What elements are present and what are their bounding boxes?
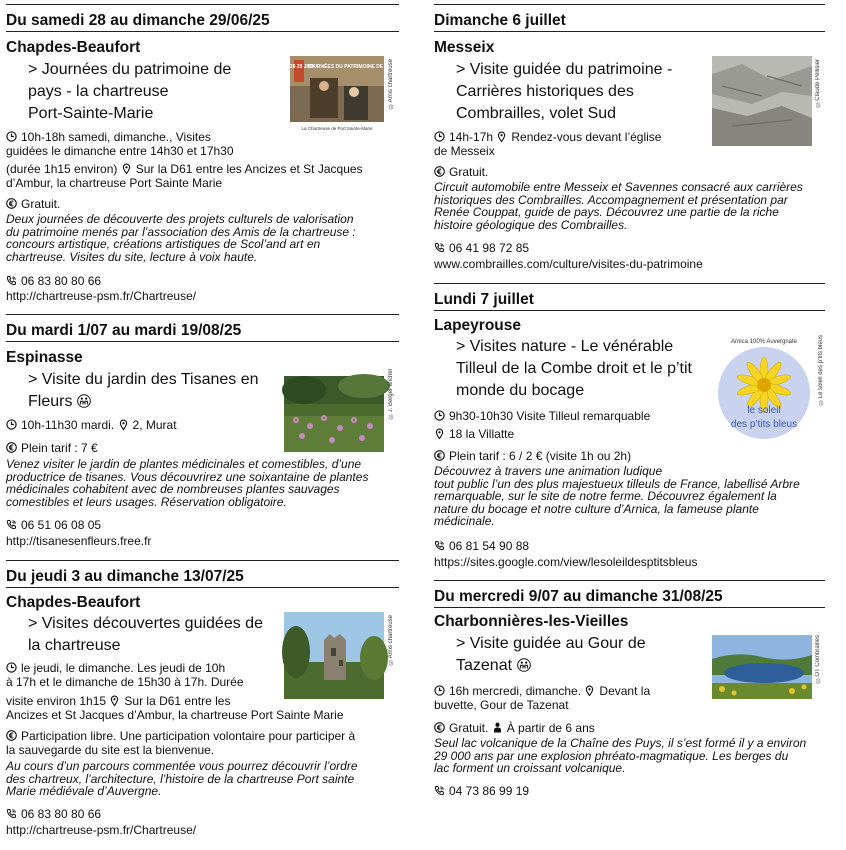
event-title[interactable]: > Visites découvertes guidées de la chartreuse — [28, 615, 263, 654]
photo-credit: ©Claude Pellisier — [815, 59, 821, 107]
price-line: Plein tarif : 6 / 2 € (visite 1h ou 2h) — [434, 449, 631, 463]
date-header: Du mercredi 9/07 au dimanche 31/08/25 — [434, 580, 825, 608]
event-title[interactable]: > Visite guidée du patrimoine - Carrières historiques des Combrailles, volet Sud — [456, 61, 673, 122]
family-icon — [77, 394, 91, 408]
clock-icon — [434, 685, 445, 696]
price-line: Plein tarif : 7 € — [6, 441, 98, 455]
event-card — [434, 580, 825, 810]
town-name: Chapdes-Beaufort — [6, 594, 141, 611]
event-title[interactable]: > Visite guidée au Gour de Tazenat — [456, 635, 646, 674]
photo-credit: ©Le soleil des p’tits bleus — [818, 335, 824, 405]
phone-icon — [434, 242, 445, 253]
euro-icon — [6, 198, 17, 209]
logo-top-text: Arnica 100% Auvergnate — [730, 339, 798, 345]
pin-icon — [109, 695, 120, 706]
event-description: Deux journées de découverte des projets culturels de valorisation du patrimoine menés par l’association des Amis de la chartreuse : concours artistique, créations artistiques de Scol’and art en chartreuse. Visites du site, lecture à voix haute. — [6, 212, 356, 264]
phone-line: 06 41 98 72 85 — [434, 241, 529, 255]
photo-credit: ©Amis chartreuse — [388, 615, 394, 665]
family-icon — [517, 658, 531, 672]
phone-line: 06 83 80 80 66 — [6, 807, 101, 821]
event-card — [434, 4, 825, 279]
clock-icon — [6, 662, 17, 673]
date-header: Dimanche 6 juillet — [434, 4, 825, 32]
date-header: Du mardi 1/07 au mardi 19/08/25 — [6, 314, 399, 342]
website-link[interactable]: http://chartreuse-psm.fr/Chartreuse/ — [6, 289, 197, 303]
event-photo — [284, 612, 384, 699]
photo-caption: JOURNÉES DU PATRIMOINE DE PAYS — [306, 64, 398, 70]
location-line: (durée 1h15 environ) Sur la D61 entre les Ancizes et St Jacques d’Ambur, la chartreuse Port Sainte Marie — [6, 162, 363, 190]
logo-image — [714, 331, 814, 441]
phone-icon — [434, 540, 445, 551]
phone-line: 06 51 06 08 05 — [6, 518, 101, 532]
phone-line: 06 83 80 80 66 — [6, 274, 101, 288]
event-description: Seul lac volcanique de la Chaîne des Puys, il s’est formé il y a environ 29 000 ans par une explosion phréato-magmatique. Les berges du lac forment un croissant volcanique. — [434, 736, 807, 775]
phone-icon — [434, 785, 445, 796]
event-photo — [284, 376, 384, 452]
euro-icon — [6, 730, 17, 741]
phone-icon — [6, 519, 17, 530]
phone-icon — [6, 808, 17, 819]
euro-icon — [434, 450, 445, 461]
hours-line: 10h-11h30 mardi. 2, Murat — [6, 418, 177, 432]
hours-line: 14h-17h Rendez-vous devant l’église de Messeix — [434, 130, 662, 158]
event-title[interactable]: > Visite du jardin des Tisanes en Fleurs — [28, 371, 259, 410]
event-title[interactable]: > Visites nature - Le vénérable Tilleul de la Combe droit et le p’tit monde du bocage — [456, 338, 692, 399]
date-header: Du samedi 28 au dimanche 29/06/25 — [6, 4, 399, 32]
event-card — [434, 283, 825, 573]
pin-icon — [584, 685, 595, 696]
price-line: Gratuit. À partir de 6 ans — [434, 721, 595, 735]
town-name: Charbonnières-les-Vieilles — [434, 613, 629, 630]
photo-credit: ©J. Berger Michel — [388, 369, 394, 419]
hours-line: 9h30-10h30 Visite Tilleul remarquable — [434, 409, 650, 423]
photo-subcaption: La Chartreuse de Port Sainte-Marie — [301, 126, 373, 131]
town-name: Messeix — [434, 39, 495, 56]
event-card — [6, 314, 399, 554]
location-line: 18 la Villatte — [434, 427, 514, 441]
person-icon — [492, 722, 503, 733]
website-link[interactable]: www.combrailles.com/culture/visites-du-patrimoine — [434, 257, 703, 271]
hours-line: 10h-18h samedi, dimanche., Visites guidées le dimanche entre 14h30 et 17h30 — [6, 130, 234, 158]
town-name: Lapeyrouse — [434, 317, 522, 334]
photo-credit: ©OT Combrailles — [815, 635, 821, 683]
pin-icon — [118, 419, 129, 430]
euro-icon — [6, 442, 17, 453]
photo-date: 27 28 29 JUIN — [282, 64, 316, 70]
pin-icon — [496, 131, 507, 142]
location-line: visite environ 1h15 Sur la D61 entre les Ancizes et St Jacques d’Ambur, la chartreuse Port Sainte Marie — [6, 694, 344, 722]
hours-line: le jeudi, le dimanche. Les jeudi de 10h à 17h et le dimanche de 15h30 à 17h. Durée — [6, 661, 244, 689]
event-card — [6, 4, 399, 306]
date-header: Du jeudi 3 au dimanche 13/07/25 — [6, 560, 399, 588]
photo-credit: ©Amis chartreuse — [388, 59, 394, 109]
price-line: Gratuit. — [434, 165, 488, 179]
euro-icon — [434, 722, 445, 733]
pin-icon — [121, 163, 132, 174]
clock-icon — [6, 419, 17, 430]
phone-line: 06 81 54 90 88 — [434, 539, 529, 553]
website-link[interactable]: http://chartreuse-psm.fr/Chartreuse/ — [6, 823, 197, 837]
clock-icon — [6, 131, 17, 142]
town-name: Espinasse — [6, 349, 83, 366]
event-photo — [712, 635, 812, 699]
euro-icon — [434, 166, 445, 177]
website-link[interactable]: http://tisanesenfleurs.free.fr — [6, 534, 152, 548]
hours-line: 16h mercredi, dimanche. Devant la buvette, Gour de Tazenat — [434, 684, 651, 712]
event-photo — [712, 56, 812, 146]
clock-icon — [434, 131, 445, 142]
website-link[interactable]: https://sites.google.com/view/lesoleildesptitsbleus — [434, 555, 698, 569]
event-description: Circuit automobile entre Messeix et Savennes consacré aux carrières historiques des Combrailles. Accompagnement et présentation par Renée Couppat, guide de pays. Découvrez une partie de la riche histoire géologique des Combrailles. — [434, 180, 803, 232]
event-description: Au cours d’un parcours commentée vous pourrez découvrir l’ordre des chartreux, l’architecture, l’histoire de la chartreuse Port sainte Marie médiévale d’Auvergne. — [6, 759, 358, 798]
phone-icon — [6, 275, 17, 286]
event-card — [6, 560, 399, 845]
event-description: Découvrez à travers une animation ludique tout public l’un des plus majestueux tilleuls de France, labellisé Arbre remarquable, sur le site de notre ferme. Découvrez également la nature du bocage et notre culture d’Arnica, la fameuse plante médicinale. — [434, 464, 800, 528]
event-description: Venez visiter le jardin de plantes médicinales et comestibles, d’une productrice de tisanes. Vous découvrirez une soixantaine de plantes médicinales cohabitent avec de nombreuses plantes sauvages comestibles et leurs usages. Réservation obligatoire. — [6, 457, 369, 509]
phone-line: 04 73 86 99 19 — [434, 784, 529, 798]
price-line: Gratuit. — [6, 197, 60, 211]
clock-icon — [434, 410, 445, 421]
town-name: Chapdes-Beaufort — [6, 39, 141, 56]
logo-line1: le soleil — [747, 405, 781, 416]
price-line: Participation libre. Une participation volontaire pour participer à la sauvegarde du site est la bienvenue. — [6, 729, 356, 757]
pin-icon — [434, 428, 445, 439]
date-header: Lundi 7 juillet — [434, 283, 825, 311]
event-title[interactable]: > Journées du patrimoine de pays - la chartreuse Port-Sainte-Marie — [28, 61, 232, 122]
logo-line2: des p’tits bleus — [730, 419, 798, 430]
